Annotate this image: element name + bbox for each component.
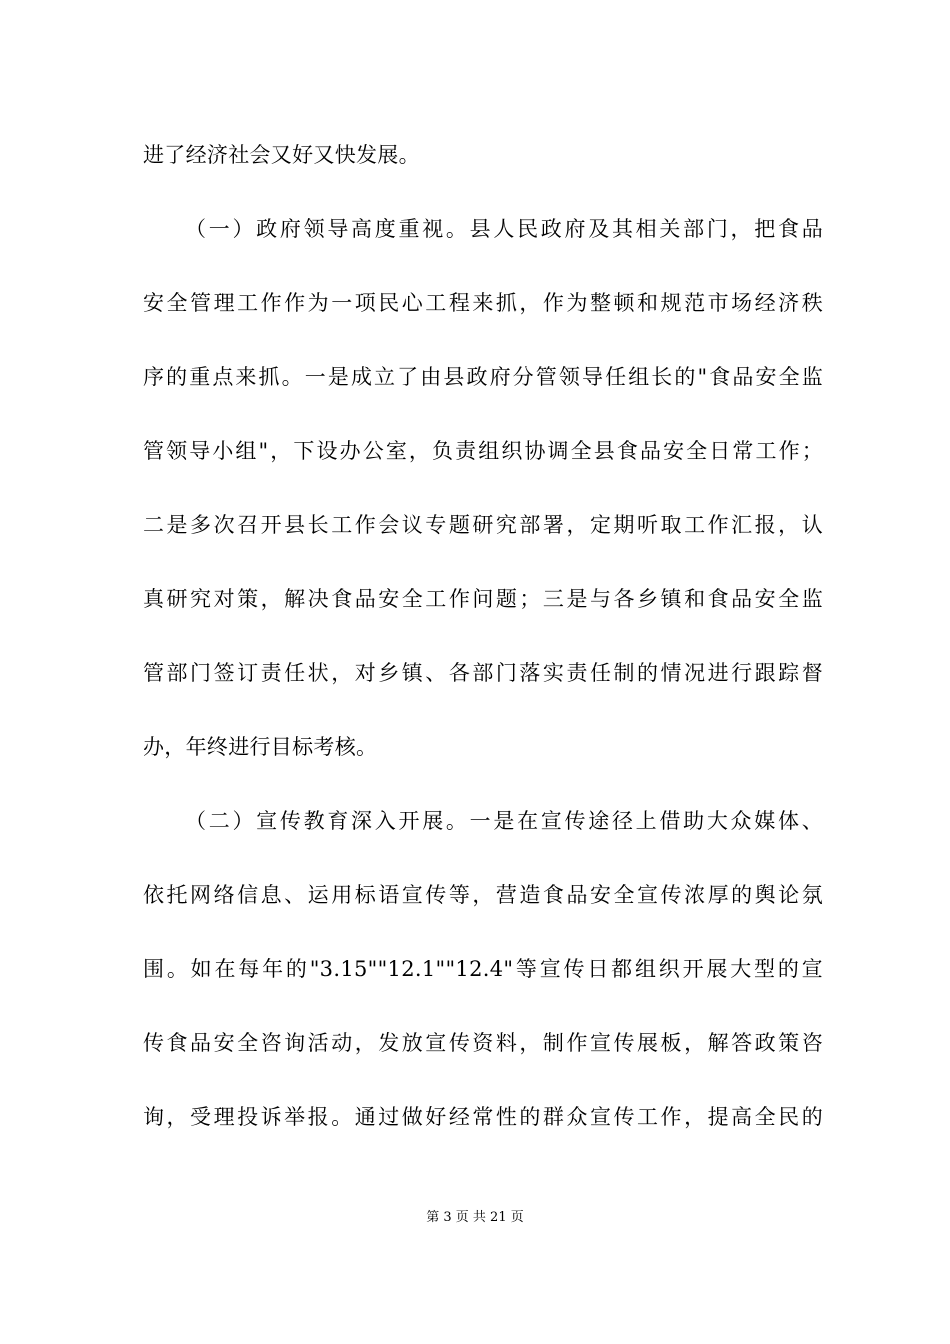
text-line: 管部门签订责任状，对乡镇、各部门落实责任制的情况进行跟踪督 xyxy=(143,661,823,685)
text-line: 真研究对策，解决食品安全工作问题；三是与各乡镇和食品安全监 xyxy=(143,587,823,611)
text-line: 二是多次召开县长工作会议专题研究部署，定期听取工作汇报，认 xyxy=(143,513,823,537)
page-number-footer: 第 3 页 共 21 页 xyxy=(426,1210,524,1225)
text-line: 进了经济社会又好又快发展。 xyxy=(143,143,420,167)
text-line: 询，受理投诉举报。通过做好经常性的群众宣传工作，提高全民的 xyxy=(143,1105,823,1129)
paragraph-heading-line: （二）宣传教育深入开展。一是在宣传途径上借助大众媒体、 xyxy=(185,809,823,833)
text-line: 办，年终进行目标考核。 xyxy=(143,735,378,759)
text-line: 管领导小组"，下设办公室，负责组织协调全县食品安全日常工作； xyxy=(143,439,823,463)
text-line: 传食品安全咨询活动，发放宣传资料，制作宣传展板，解答政策咨 xyxy=(143,1031,823,1055)
text-line: 安全管理工作作为一项民心工程来抓，作为整顿和规范市场经济秩 xyxy=(143,291,823,315)
text-line: 依托网络信息、运用标语宣传等，营造食品安全宣传浓厚的舆论氛 xyxy=(143,883,823,907)
text-line: 序的重点来抓。一是成立了由县政府分管领导任组长的"食品安全监 xyxy=(143,365,823,389)
paragraph-heading-line: （一）政府领导高度重视。县人民政府及其相关部门，把食品 xyxy=(185,217,823,241)
text-line: 围。如在每年的"3.15""12.1""12.4"等宣传日都组织开展大型的宣 xyxy=(143,957,823,981)
